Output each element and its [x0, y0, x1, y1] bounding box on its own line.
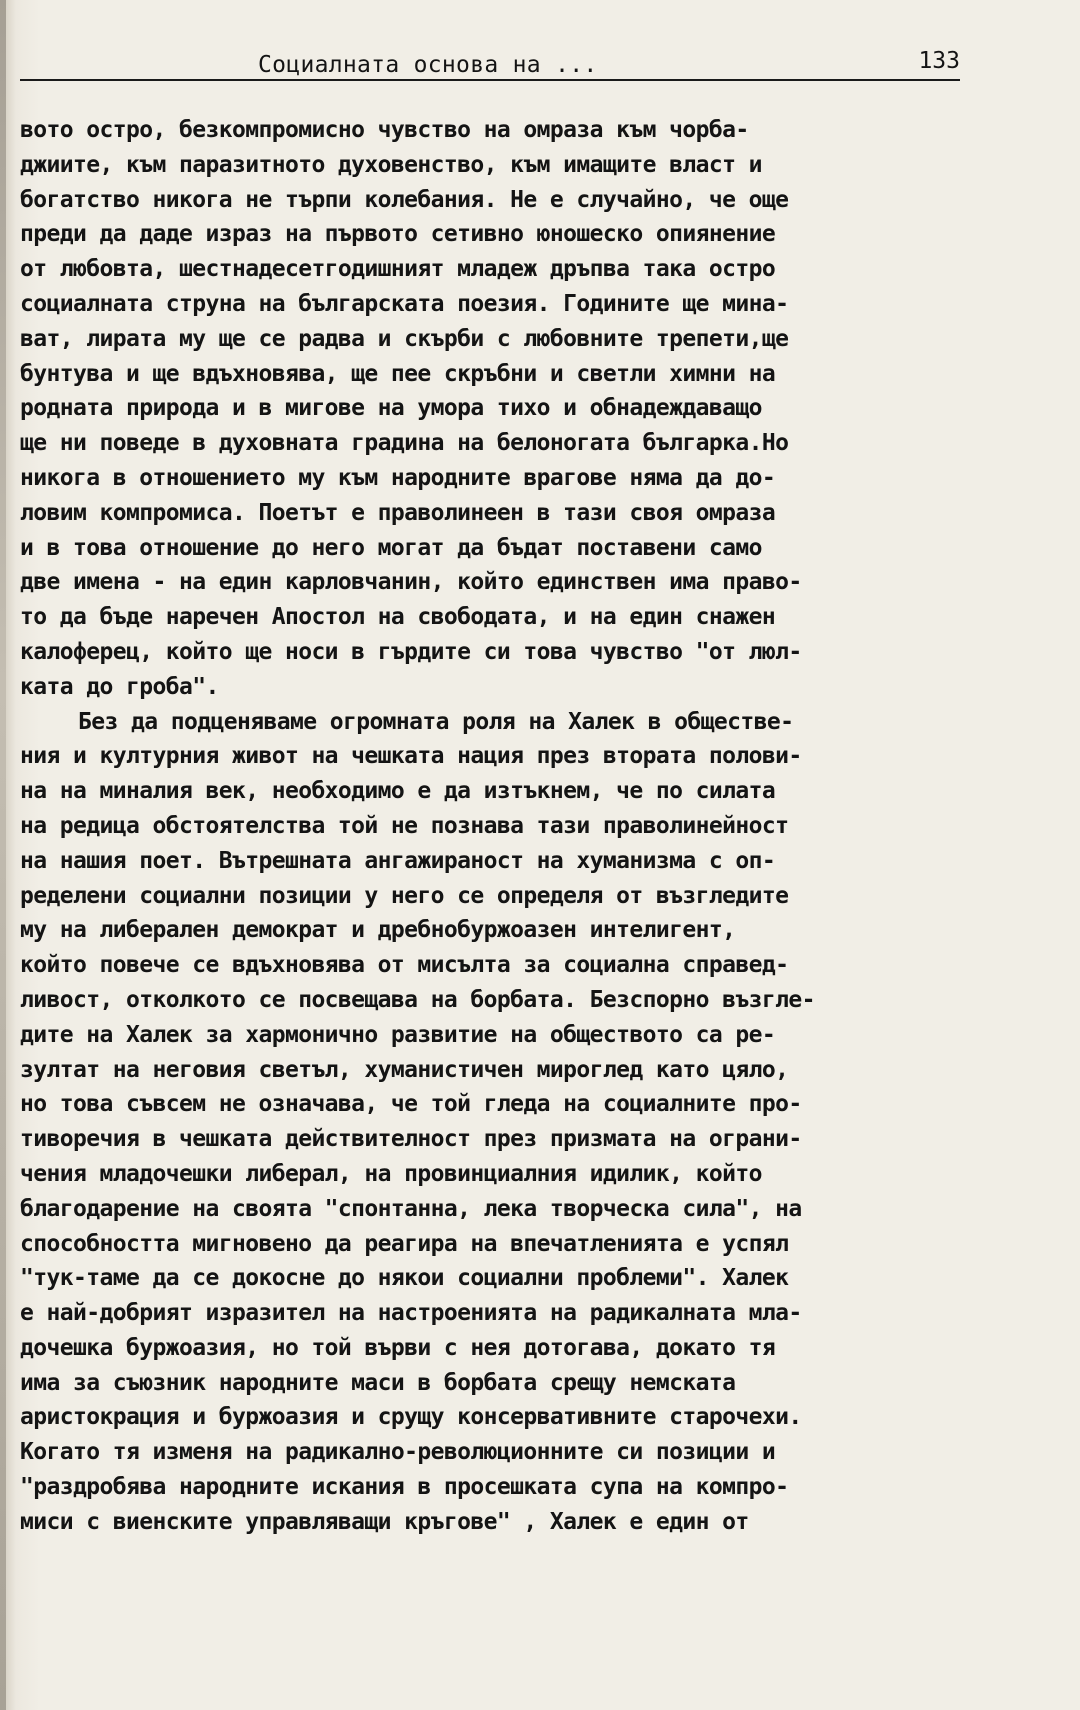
text-line: способността мигновено да реагира на впечатленията е успял — [20, 1230, 789, 1257]
text-line: социалната струна на българската поезия. Годините ще мина- — [20, 290, 789, 317]
text-line: на нашия поет. Вътрешната ангажираност на хуманизма с оп- — [20, 847, 776, 874]
header-rule — [20, 79, 960, 81]
text-line: аристокрация и буржоазия и срущу консервативните старочехи. — [20, 1404, 802, 1431]
text-line: има за съюзник народните маси в борбата срещу немската — [20, 1369, 736, 1396]
page-spine-edge — [0, 0, 6, 1710]
text-line: ката до гроба". — [20, 673, 219, 700]
text-line: родната природа и в мигове на умора тихо и обнадеждаващо — [20, 395, 762, 422]
text-line: бунтува и ще вдъхновява, ще пее скръбни и светли химни на — [20, 360, 776, 387]
text-line: който повече се вдъхновява от мисълта за социална справед- — [20, 952, 789, 979]
text-line: преди да даде израз на първото сетивно юношеско опиянение — [20, 221, 776, 248]
text-line: ще ни поведе в духовната градина на белоногата българка.Но — [20, 430, 789, 457]
text-line: тиворечия в чешката действителност през призмата на ограни- — [20, 1126, 802, 1153]
text-line: е най-добрият изразител на настроенията на радикалната мла- — [20, 1300, 802, 1327]
text-line: Без да подценяваме огромната роля на Халек в обществе- — [78, 708, 794, 735]
text-line: вото остро, безкомпромисно чувство на омраза към чорба- — [20, 117, 749, 143]
page-header — [20, 46, 960, 80]
text-line: никога в отношението му към народните врагове няма да до- — [20, 464, 776, 491]
text-line: "раздробява народните искания в просешката супа на компро- — [20, 1474, 789, 1501]
text-line: му на либерален демократ и дребнобуржоазен интелигент, — [20, 917, 736, 944]
text-line: зултат на неговия светъл, хуманистичен мироглед като цяло, — [20, 1056, 789, 1083]
text-line: чения младочешки либерал, на провинциалния идилик, който — [20, 1160, 762, 1187]
text-line: благодарение на своята "спонтанна, лека творческа сила", на — [20, 1195, 802, 1222]
text-line: Когато тя изменя на радикално-революционните си позиции и — [20, 1439, 776, 1466]
text-line: но това съвсем не означава, че той гледа на социалните про- — [20, 1091, 802, 1118]
text-line: то да бъде наречен Апостол на свободата, и на един снажен — [20, 604, 776, 631]
text-line: калоферец, който ще носи в гърдите си това чувство "от люл- — [20, 638, 802, 665]
text-line: ределени социални позиции у него се определя от възгледите — [20, 882, 789, 909]
text-line: ват, лирата му ще се радва и скърби с любовните трепети,ще — [20, 325, 789, 352]
text-line: ливост, отколкото се посвещава на борбата. Безспорно възгле- — [20, 986, 815, 1013]
text-line: и в това отношение до него могат да бъдат поставени само — [20, 534, 762, 561]
text-line: миси с виенските управляващи кръгове" , Халек е един от — [20, 1508, 749, 1535]
text-line: на на миналия век, необходимо е да изтъкнем, че по силата — [20, 778, 776, 805]
text-line: от любовта, шестнадесетгодишният младеж дръпва така остро — [20, 256, 776, 283]
text-line: дите на Халек за хармонично развитие на обществото са ре- — [20, 1021, 776, 1048]
text-line: две имена - на един карловчанин, който единствен има право- — [20, 569, 802, 596]
text-line: джиите, към паразитното духовенство, към имащите власт и — [20, 151, 762, 178]
text-line: богатство никога не търпи колебания. Не е случайно, че още — [20, 186, 789, 213]
text-line: дочешка буржоазия, но той върви с нея дотогава, докато тя — [20, 1334, 776, 1361]
text-line: на редица обстоятелства той не познава тази праволинейност — [20, 812, 789, 839]
text-line: "тук-таме да се докосне до някои социални проблеми". Халек — [20, 1265, 789, 1292]
text-line: ловим компромиса. Поетът е праволинеен в тази своя омраза — [20, 499, 776, 526]
body-text — [20, 113, 970, 1540]
page-number: 133 — [918, 48, 960, 74]
text-line: ния и културния живот на чешката нация през втората полови- — [20, 743, 802, 770]
running-title: Социалната основа на ... — [258, 52, 598, 78]
